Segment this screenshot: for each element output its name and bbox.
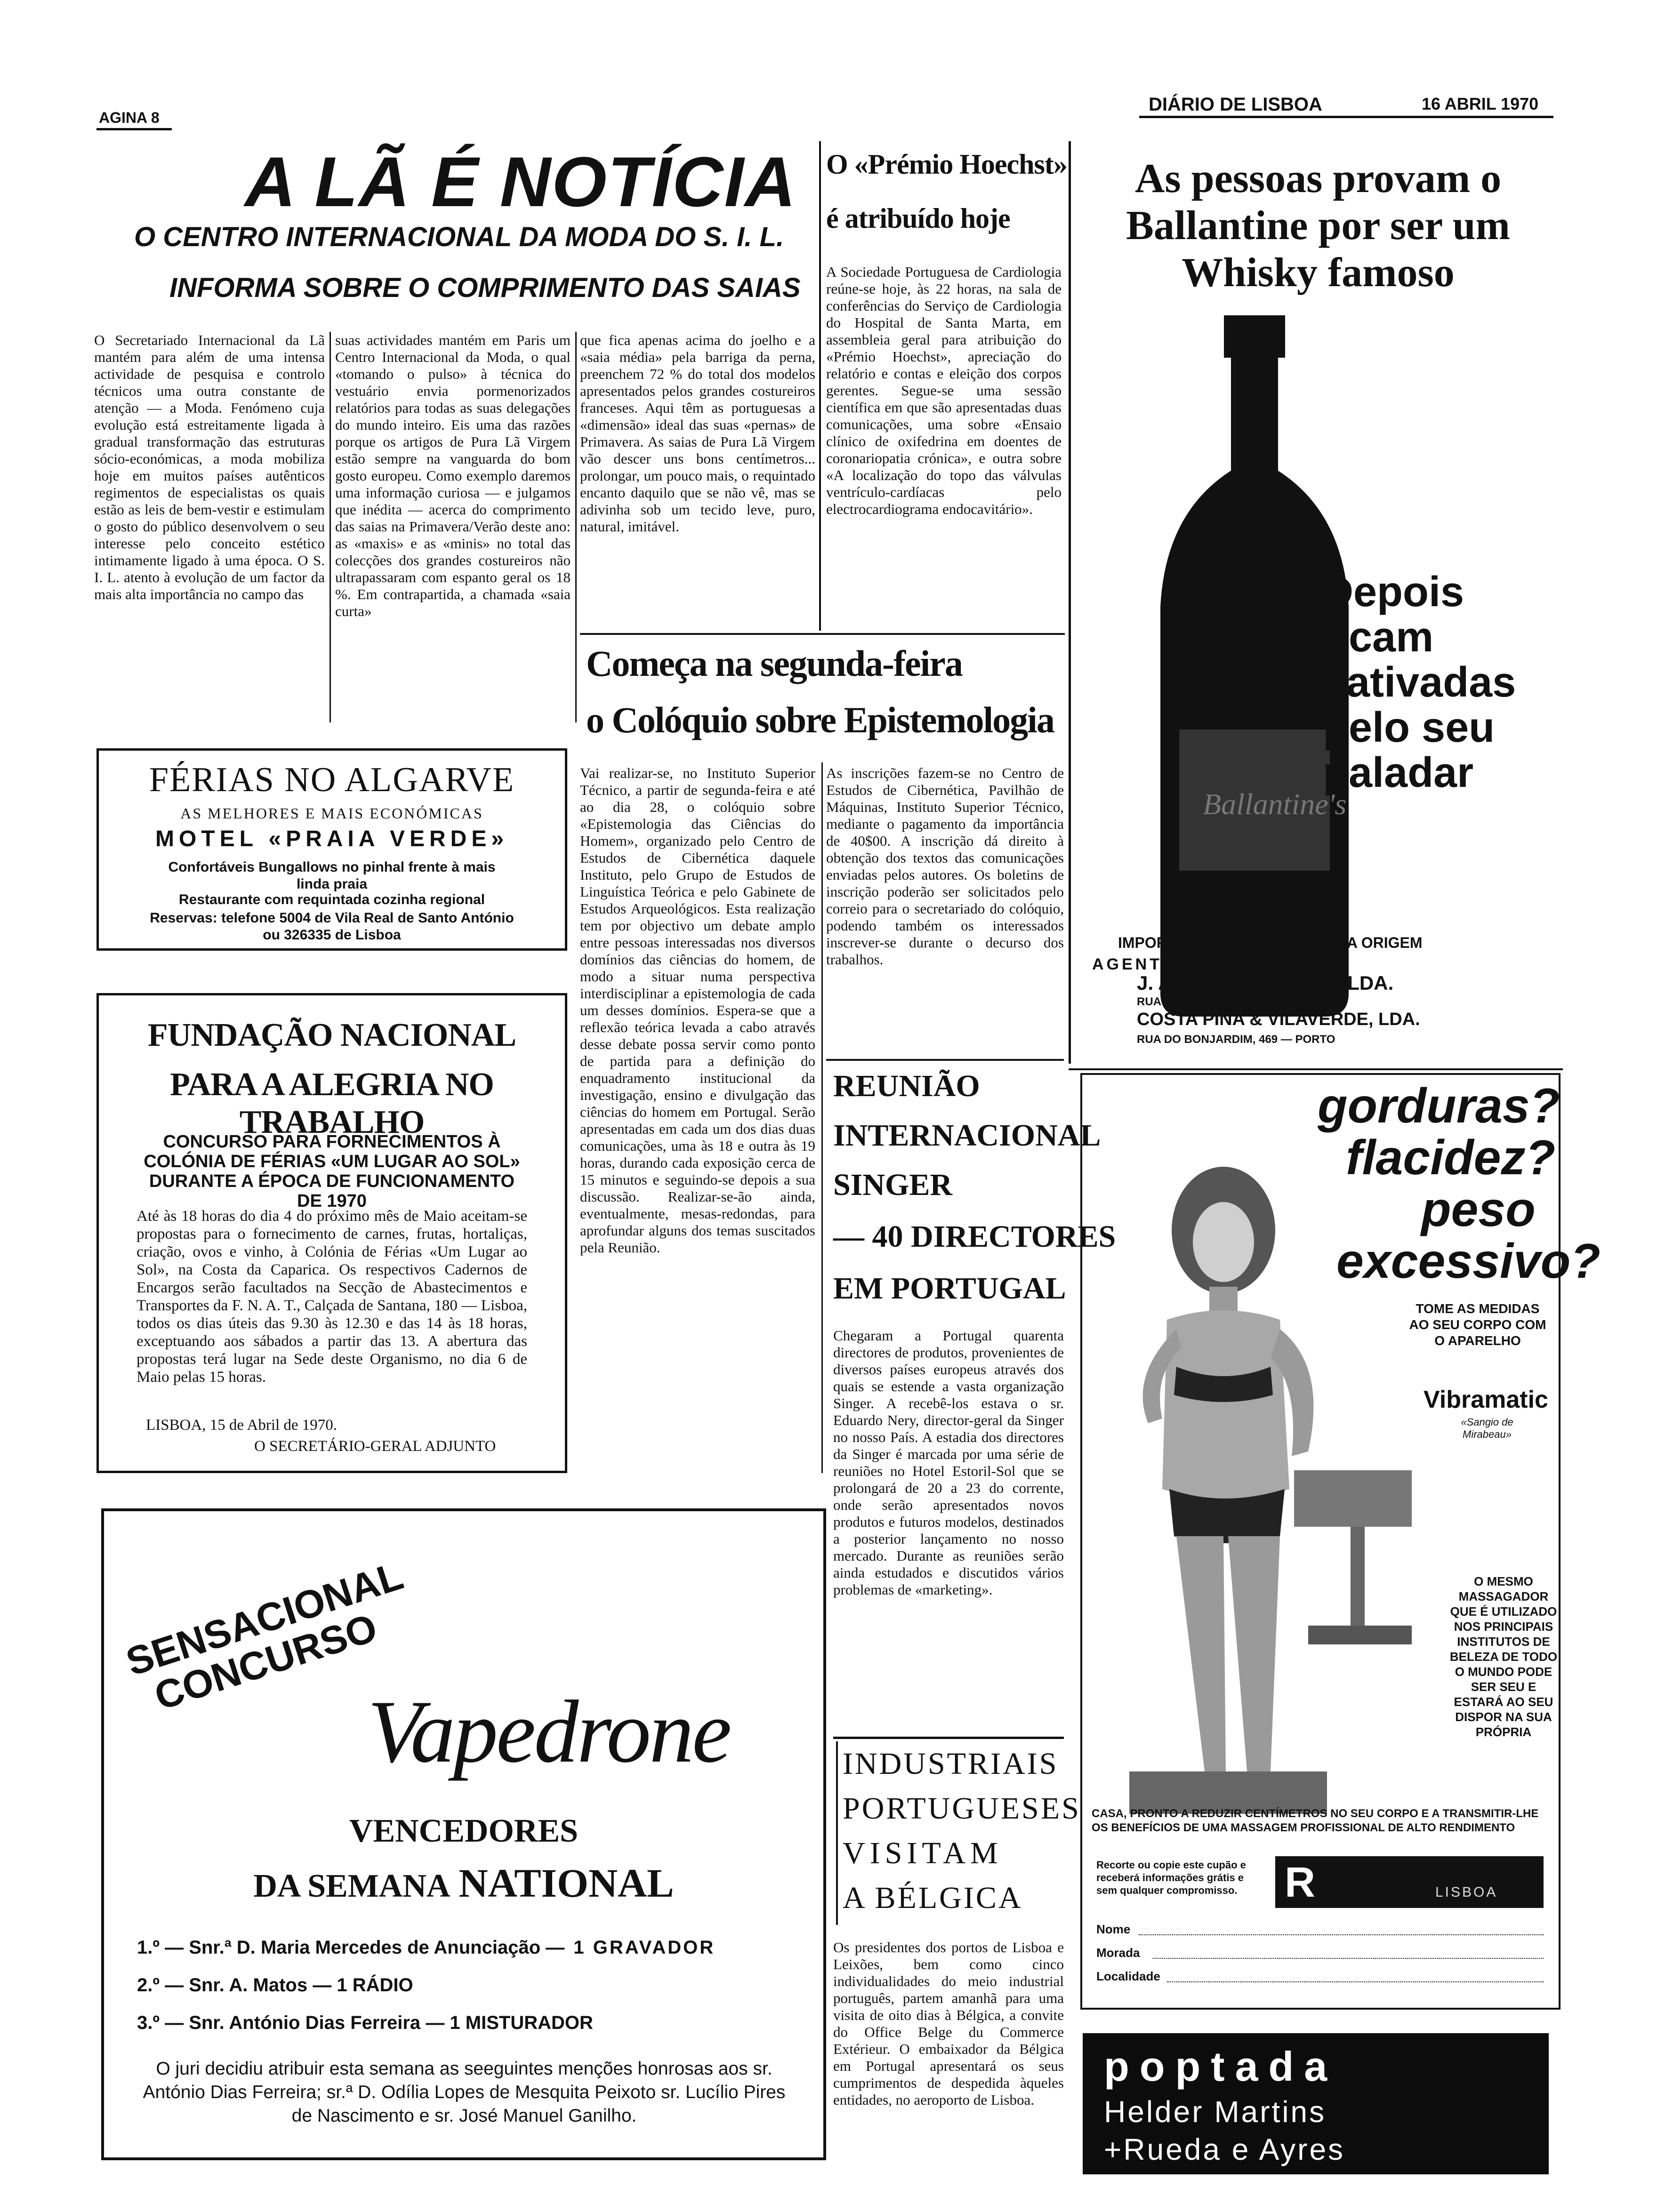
vibramatic-side-text: TOME AS MEDIDAS AO SEU CORPO COM O APARELHO <box>1409 1301 1546 1348</box>
ballantine-tagline: Depois ficam cativadas pelo seu paladar <box>1323 569 1516 796</box>
ballantine-ad <box>1076 146 1560 1064</box>
singer-text: Chegaram a Portugal quarenta directores de produtos, provenientes de diversos países europeus através dos quais se estende a vasta organização Singer. A recebê-los estava o sr. Eduardo Nery, director-geral da Singer no nosso País. A estadia dos directores da Singer é marcada por uma série de reuniões no Hotel Estoril-Sol que se prolongará de 20 a 23 do corrente, onde serão apresentados novos produtos e futuros modelos, destinados a posterior lançamento no nosso mercado. Durante as reuniões serão ainda estudados e discutidos vários problemas de «marketing». <box>833 1327 1064 1598</box>
vibramatic-headline-4: excessivo? <box>1336 1234 1601 1289</box>
singer-headline-3: SINGER <box>833 1168 953 1202</box>
ballantine-headline: As pessoas provam o Ballantine por ser um Whisky famoso <box>1126 156 1510 296</box>
fnat-date: LISBOA, 15 de Abril de 1970. <box>146 1417 338 1434</box>
vibramatic-headline-2: flacidez? <box>1346 1130 1555 1185</box>
vibramatic-sub-brand: «Sangio de Mirabeau» <box>1461 1416 1513 1440</box>
winner-rank: 3.º — Snr. <box>137 2012 225 2033</box>
poptada-line-1: Helder Martins <box>1104 2095 1327 2129</box>
la-column-1: O Secretariado Internacional da Lã mantém para além de uma intensa actividade de pesquisa e controlo técnicos uma outra constante de atenção — a Moda. Fenómeno cuja evolução está estreitamente ligada à gradual transformação das estruturas sócio-económicas, a moda mobiliza hoje em muitos países autênticos regimentos de especialistas os quais estão as leis de bem-vestir e estimulam o gosto do público desenvolvem o seu interesse pelo conceito estético intimamente ligado à uma época. O S. I. L. atento à evolução de um factor da mais alta importância no campo das <box>94 332 325 602</box>
vapedrone-title-1: VENCEDORES <box>349 1813 579 1849</box>
ballantine-import: IMPORTADO DIRECTAMENTE DA ORIGEM <box>1118 934 1423 951</box>
winner-row <box>137 2012 593 2034</box>
singer-headline-5: EM PORTUGAL <box>833 1271 1066 1306</box>
column-rule <box>330 332 331 722</box>
belgica-headline-4: A BÉLGICA <box>843 1881 1023 1915</box>
ballantine-agent-2-address: RUA DO BONJARDIM, 469 — PORTO <box>1137 1033 1335 1046</box>
fnat-title-1: FUNDAÇÃO NACIONAL <box>147 1017 516 1053</box>
page-label-rule <box>97 128 172 130</box>
la-column-3: que fica apenas acima do joelho e a «saia média» pela barriga da perna, preenchem 72 % do total dos modelos apresentados pelos grandes costureiros franceses. Aqui têm as portuguesas a «dimensão» ideal das suas «pernas» de Primavera. As saias de Pura Lã Virgem vão descer uns bons centímetros... prolongar, um pouco mais, o requintado encanto daquilo que se não vê, mas se adivinha sob um tecido leve, puro, natural, imitável. <box>580 332 815 535</box>
ballantine-agents-label: AGENTES: <box>1092 955 1198 973</box>
ferias-line-4: Reservas: telefone 5004 de Vila Real de Santo António ou 326335 de Lisboa <box>150 910 514 943</box>
ferias-line-1: AS MELHORES E MAIS ECONÓMICAS <box>180 805 483 822</box>
hoechst-headline-1: O «Prémio Hoechst» <box>826 149 1067 180</box>
la-column-2: suas actividades mantém em Paris um Centro Internacional da Moda, o qual «tomando o pulso» à técnica do vestuário envia pormenorizados relatórios para todas as suas delegações do mundo inteiro. Eis uma das razões porque os artigos de Pura Lã Virgem estão sempre na vanguarda do bom gosto europeu. Como exemplo daremos uma informação curiosa — e julgamos que inédita — acerca do comprimento das saias na Primavera/Verão deste ano: as «maxis» e as «minis» no total das colecções dos grandes costureiros não ultrapassaram com espanto geral os 18 %. Em contrapartida, a chamada «saia curta» <box>335 332 571 619</box>
page-label: AGINA 8 <box>99 109 160 126</box>
belgica-text: Os presidentes dos portos de Lisboa e Leixões, bem como cinco individualidades do meio industrial português, partem amanhã para uma visita de oito dias à Bélgica, a convite do Office Belge du Commerce Extérieur. O embaixador da Bélgica em Portugal apresentará os seus cumprimentos de despedida àqueles entidades, no aeroporto de Lisboa. <box>833 1939 1064 2108</box>
ferias-line-3: Restaurante com requintada cozinha regional <box>178 892 485 907</box>
section-rule <box>833 1737 1064 1739</box>
vibramatic-field-nome-label: Nome <box>1096 1922 1131 1936</box>
vapedrone-footer: O juri decidiu atribuir esta semana as seeguintes menções honrosas aos sr. António Dias Ferreira; sr.ª D. Odília Lopes de Mesquita Peixoto sr. Lucílio Pires de Nascimento e sr. José Manuel Ganilho. <box>143 2059 786 2126</box>
fnat-text: Até às 18 horas do dia 4 do próximo mês de Maio aceitam-se propostas para o fornecimento de carnes, frutas, hortaliças, criação, ovos e vinho, à Colónia de Férias «Um Lugar ao Sol», na Costa da Caparica. Os respectivos Cadernos de Encargos serão facultados na Secção de Abastecimentos e Transportes da F. N. A. T., Calçada de Santana, 180 — Lisboa, todos os dias úteis das 9.30 às 12.30 e das 14 às 18 horas, exceptuando aos sábados a partir das 13. A abertura das propostas terá lugar na Sede deste Organismo, no dia 6 de Maio pelas 15 horas. <box>137 1208 527 1386</box>
winner-name: D. Maria Mercedes de Anunciação <box>236 1937 541 1958</box>
vibramatic-field-localidade-label: Localidade <box>1096 1969 1160 1983</box>
la-subhead-1: O CENTRO INTERNACIONAL DA MODA DO S. I. L. <box>134 222 784 252</box>
vibramatic-field-nome[interactable] <box>1139 1934 1544 1935</box>
la-subhead-2: INFORMA SOBRE O COMPRIMENTO DAS SAIAS <box>169 272 801 303</box>
masthead-rule <box>1139 116 1553 118</box>
singer-headline-1: REUNIÃO <box>833 1069 980 1103</box>
vibramatic-bottom-text: CASA, PRONTO A REDUZIR CENTÍMETROS NO SEU CORPO E A TRANSMITIR-LHE OS BENEFÍCIOS DE UMA MASSAGEM PROFISSIONAL DE ALTO RENDIMENTO <box>1092 1807 1539 1834</box>
winner-row <box>137 1937 715 1958</box>
ferias-title: FÉRIAS NO ALGARVE <box>149 761 515 799</box>
hoechst-text: A Sociedade Portuguesa de Cardiologia reúne-se hoje, às 22 horas, na sala de conferências do Serviço de Cardiologia do Hospital de Santa Marta, em assembleia geral para atribuição do «Prémio Hoechst», apreciação do relatório e contas e eleição dos corpos gerentes. Segue-se uma sessão científica em que são apresentadas duas comunicações, uma sobre «Ensaio clínico de oxifedrina em doentes de coronariopatia crónica», e outra sobre «A localização do topo das válvulas ventrículo-cardíacas pelo electrocardiograma endocavitário». <box>826 264 1062 517</box>
vapedrone-ad <box>101 1508 826 2160</box>
vibramatic-headline-3: peso <box>1421 1182 1536 1237</box>
section-rule <box>826 1059 1064 1061</box>
column-rule <box>819 141 821 631</box>
paper-date: 16 ABRIL 1970 <box>1422 94 1539 113</box>
winner-rank: 2.º — Snr. <box>137 1975 225 1996</box>
svg-text:Ballantine's: Ballantine's <box>1203 787 1347 821</box>
ballantine-agent-2: COSTA PINA & VILAVERDE, LDA. <box>1137 1010 1420 1029</box>
winner-row <box>137 1975 413 1996</box>
winner-prize: — 1 RÁDIO <box>313 1975 413 1996</box>
belgica-headline-1: INDUSTRIAIS <box>843 1747 1059 1781</box>
belgica-headline-3: VISITAM <box>843 1836 1003 1870</box>
coloquio-column-2: As inscrições fazem-se no Centro de Estudos de Cibernética, Pavilhão de Máquinas, Instituto Superior Técnico, mediante o pagamento da importância de 40$00. A inscrição dá direito à obtenção dos textos das comunicações enviadas pelos autores. Os boletins de inscrição poderão ser solicitados pelo correio para o secretariado do colóquio, podendo também os interessados inscrever-se durante o decurso dos trabalhos. <box>826 765 1064 968</box>
vapedrone-title-2b: NATIONAL <box>458 1860 674 1906</box>
winner-name: António Dias Ferreira <box>229 2012 421 2033</box>
column-rule <box>575 332 577 722</box>
fnat-notice <box>97 993 567 1473</box>
vibramatic-right-text: O MESMO MASSAGADOR QUE É UTILIZADO NOS PRINCIPAIS INSTITUTOS DE BELEZA DE TODO O MUNDO PODE SER SEU E ESTARÁ AO SEU DISPOR NA SUA PRÓPRIA <box>1449 1574 1558 1739</box>
singer-headline-4: — 40 DIRECTORES <box>833 1219 1116 1254</box>
ad-border <box>1069 141 1071 1064</box>
vibramatic-field-morada-label: Morada <box>1096 1946 1140 1960</box>
hoechst-headline-2: é atribuído hoje <box>826 203 1010 234</box>
paper-name: DIÁRIO DE LISBOA <box>1149 94 1322 115</box>
section-rule <box>580 633 1065 635</box>
vibramatic-coupon-logo <box>1275 1856 1544 1908</box>
vapedrone-brand: Vapedrone <box>368 1683 730 1781</box>
coloquio-headline-2: o Colóquio sobre Epistemologia <box>586 699 1054 740</box>
r-letter-icon: R <box>1285 1859 1315 1906</box>
vibramatic-coupon-city: LISBOA <box>1435 1884 1498 1900</box>
poptada-ad <box>1083 2033 1549 2174</box>
vibramatic-coupon: Recorte ou copie este cupão e receberá informações grátis e sem qualquer compromisso. <box>1096 1859 1246 1896</box>
vibramatic-field-localidade[interactable] <box>1167 1981 1544 1982</box>
section-rule <box>1069 1068 1563 1070</box>
headline-rule <box>836 1741 838 1925</box>
poptada-line-2: +Rueda e Ayres <box>1104 2132 1345 2166</box>
fnat-subtitle: CONCURSO PARA FORNECIMENTOS À COLÓNIA DE FÉRIAS «UM LUGAR AO SOL» DURANTE A ÉPOCA DE FUNCIONAMENTO DE 1970 <box>144 1132 520 1211</box>
vibrating-machine-icon <box>1280 1461 1421 1649</box>
singer-headline-2: INTERNACIONAL <box>833 1118 1101 1153</box>
fnat-title-2: PARA A ALEGRIA NO TRABALHO <box>170 1066 494 1140</box>
winner-name: A. Matos <box>229 1975 308 1996</box>
ferias-motel: MOTEL «PRAIA VERDE» <box>155 826 509 851</box>
poptada-title: poptada <box>1104 2043 1338 2090</box>
coloquio-headline-1: Começa na segunda-feira <box>586 643 962 684</box>
fnat-signature: O SECRETÁRIO-GERAL ADJUNTO <box>254 1438 496 1455</box>
vapedrone-title-2 <box>104 1859 823 1907</box>
ballantine-agent-1: J. A. DA COSTA PINA, LDA. <box>1137 972 1394 994</box>
ferias-line-2: Confortáveis Bungallows no pinhal frente à mais linda praia <box>168 859 496 892</box>
winner-prize: — 1 GRAVADOR <box>546 1937 716 1958</box>
vapedrone-title-2a: DA SEMANA <box>253 1868 450 1904</box>
vibramatic-field-morada[interactable] <box>1153 1958 1544 1959</box>
ferias-ad <box>97 748 567 951</box>
winner-rank: 1.º — Snr.ª <box>137 1937 232 1958</box>
column-rule <box>821 762 823 1473</box>
la-headline: A LÃ É NOTÍCIA <box>245 142 797 221</box>
belgica-headline-2: PORTUGUESES <box>843 1791 1081 1826</box>
vibramatic-ad <box>1080 1073 1601 2010</box>
vapedrone-corner: SENSACIONAL CONCURSO <box>121 1553 409 1719</box>
vibramatic-headline-1: gorduras? <box>1318 1079 1560 1133</box>
vibramatic-brand: Vibramatic <box>1424 1386 1548 1413</box>
coloquio-column-1: Vai realizar-se, no Instituto Superior Técnico, a partir de segunda-feira e até ao dia 28, o colóquio sobre «Epistemologia das Ciências do Homem», organizado pelo Centro de Estudos de Cibernética daquele Instituto, pelo Grupo de Estudos de Linguística Teórica e pelo Gabinete de Estudos Arqueológicos. Esta realização tem por objectivo um debate amplo entre pessoas interessadas nos diversos domínios das ciências do homem, de modo a situar numa perspectiva interdisciplinar a epistemologia de cada um desses domínios. Espera-se que a reflexão teórica levada a cabo através desse debate possa servir como ponto de partida para a definição do enquadramento institucional da investigação, ensino e divulgação das ciências do homem em Portugal. Serão apresentadas em cada um dos dias duas comunicações, uma às 18 e outra às 19 horas, durando cada exposição cerca de 15 minutos e seguindo-se depois a sua discussão. Realizar-se-ão ainda, eventualmente, mesas-redondas, para aprofundar alguns dos temas suscitados pela Reunião. <box>580 765 815 1256</box>
ballantine-agent-1-address: RUA DO ALECRIM, 15 — LISBOA <box>1137 995 1314 1008</box>
winner-prize: — 1 MISTURADOR <box>426 2012 593 2033</box>
